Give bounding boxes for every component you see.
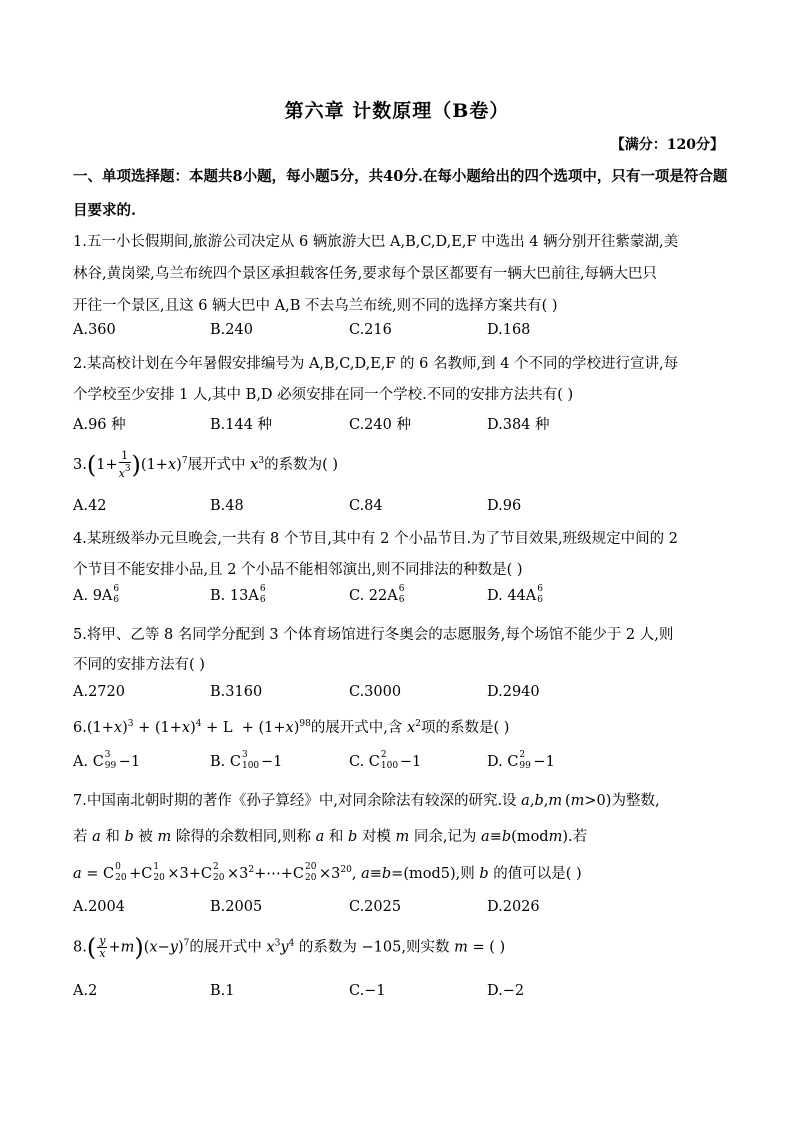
q1-option-c: C.216 xyxy=(349,322,392,338)
q3-option-c: C.84 xyxy=(349,498,383,514)
q4-option-a: A. 9A 6 6 xyxy=(73,584,120,605)
q2-line-2: 个学校至少安排 1 人,其中 B,D 必须安排在同一个学校.不同的安排方法共有( ) xyxy=(73,387,574,403)
q3-formula: (1+ $\frac{1}{x^3}$ )$(1+x)^7$ xyxy=(86,449,188,480)
q2-option-d: D.384 种 xyxy=(487,417,550,433)
q7-line-2: 若 a 和 b 被 m 除得的余数相同,则称 a 和 b 对模 m 同余,记为 a≡b(modm).若 xyxy=(73,829,588,845)
q8-line: 8.( $\frac{y}{x}$ $+m)(x-y)^7$的展开式中 $x^3y^4$ 的系数为 −105,则实数 m = ( ) xyxy=(73,933,506,962)
q7-line-1: 7.中国南北朝时期的著作《孙子算经》中,对同余除法有较深的研究.设 a,b,m (m>0)为整数, xyxy=(73,793,660,809)
q4-line-2: 个节目不能安排小品,且 2 个小品不能相邻演出,则不同排法的种数是( ) xyxy=(73,562,523,578)
q1-option-b: B.240 xyxy=(210,322,253,338)
q5-option-d: D.2940 xyxy=(487,684,540,700)
q3-line: 3.(1+ $\frac{1}{x^3}$ )$(1+x)^7$展开式中 $x^3$的系数为( ) xyxy=(73,449,339,480)
q5-option-a: A.2720 xyxy=(73,684,125,700)
q3-option-d: D.96 xyxy=(487,498,522,514)
q2-option-a: A.96 种 xyxy=(73,417,126,433)
q8-option-d: D.−2 xyxy=(487,983,525,999)
q7-line-3: a = C 0 20 +C 1 20 ×3+C 2 20 $\times 3^2+\cdots+C$ 20 20 $\times 3^{20}$, a≡b=(mod5),则 b 的值可以是( ) xyxy=(73,862,582,883)
q2-option-c: C.240 种 xyxy=(349,417,411,433)
q4-option-c: C. 22A 6 6 xyxy=(349,584,405,605)
q3-option-a: A.42 xyxy=(73,498,107,514)
q1-line-3: 开往一个景区,且这 6 辆大巴中 A,B 不去乌兰布统,则不同的选择方案共有( ) xyxy=(73,298,558,314)
q7-option-a: A.2004 xyxy=(73,899,125,915)
q2-option-b: B.144 种 xyxy=(210,417,273,433)
q8-option-b: B.1 xyxy=(210,983,235,999)
q7-option-c: C.2025 xyxy=(349,899,402,915)
q1-line-1: 1.五一小长假期间,旅游公司决定从 6 辆旅游大巴 A,B,C,D,E,F 中选出 4 辆分别开往紫蒙湖,美 xyxy=(73,234,679,250)
q3-suffix: 展开式中 xyxy=(187,457,246,473)
q6-option-b: B. C 3 100 −1 xyxy=(210,750,283,771)
q5-line-2: 不同的安排方法有( ) xyxy=(73,657,205,673)
q5-option-c: C.3000 xyxy=(349,684,402,700)
q1-line-2: 林谷,黄岗梁,乌兰布统四个景区承担载客任务,要求每个景区都要有一辆大巴前往,每辆大巴只 xyxy=(73,266,657,282)
q6-option-d: D. C 2 99 −1 xyxy=(487,750,555,771)
q8-option-c: C.−1 xyxy=(349,983,386,999)
section-heading: 一、单项选择题：本题共8小题，每小题5分，共40分.在每小题给出的四个选项中，只有一项是符合题目要求的. xyxy=(73,168,728,219)
q5-option-b: B.3160 xyxy=(210,684,263,700)
q3-prefix: 3. xyxy=(73,457,87,473)
q3-tail: 的系数为( ) xyxy=(264,457,339,473)
q6-formula: $(1+x)^3 + (1+x)^4 + L + (1+x)^{98}$ xyxy=(86,719,311,736)
q5-line-1: 5.将甲、乙等 8 名同学分配到 3 个体育场馆进行冬奥会的志愿服务,每个场馆不能少于 2 人,则 xyxy=(73,627,674,643)
q6-line: $6.(1+x)^3 + (1+x)^4 + L + (1+x)^{98}$的展开式中,含 $x^2$项的系数是( ) xyxy=(73,719,510,736)
q4-option-d: D. 44A 6 6 xyxy=(487,584,543,605)
q4-option-b: B. 13A 6 6 xyxy=(210,584,266,605)
q6-option-c: C. C 2 100 −1 xyxy=(349,750,422,771)
score-label: 【满分：120分】 xyxy=(610,137,724,153)
q3-option-b: B.48 xyxy=(210,498,244,514)
q7-option-d: D.2026 xyxy=(487,899,540,915)
q1-option-a: A.360 xyxy=(73,322,116,338)
q4-line-1: 4.某班级举办元旦晚会,一共有 8 个节目,其中有 2 个小品节目.为了节目效果,班级规定中间的 2 xyxy=(73,531,678,547)
q2-line-1: 2.某高校计划在今年暑假安排编号为 A,B,C,D,E,F 的 6 名教师,到 4 个不同的学校进行宣讲,每 xyxy=(73,356,679,372)
page-title: 第六章 计数原理（B卷） xyxy=(284,100,510,122)
q1-option-d: D.168 xyxy=(487,322,531,338)
q6-option-a: A. C 3 99 −1 xyxy=(73,750,141,771)
q7-option-b: B.2005 xyxy=(210,899,263,915)
q8-option-a: A.2 xyxy=(73,983,98,999)
